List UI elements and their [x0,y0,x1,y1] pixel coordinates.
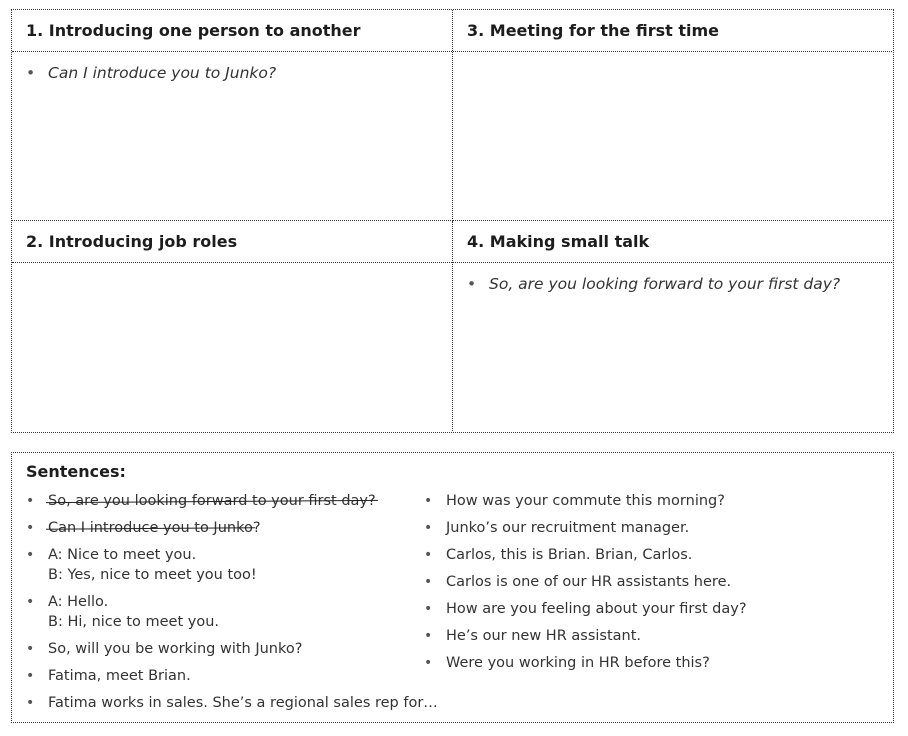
example-text: So, are you looking forward to your first day? [489,275,841,293]
section-heading: 1. Introducing one person to another [12,10,452,52]
bullet-icon: • [26,520,35,536]
sentence-item [26,518,424,538]
section-heading: 2. Introducing job roles [12,221,452,263]
sentences-right-column [424,491,844,720]
sentence-punctuation: ? [252,520,261,536]
section-job-roles [12,221,453,431]
bullet-icon: • [26,641,35,657]
sentence-text: So, will you be working with Junko? [48,641,303,657]
sentence-text: Carlos, this is Brian. Brian, Carlos. [446,547,693,563]
sentence-item [424,491,844,511]
bullet-icon: • [26,64,36,82]
sentence-item [424,518,844,538]
sentence-text: How are you feeling about your first day? [446,601,747,617]
dialogue-line-b: B: Hi, nice to meet you. [48,614,219,630]
bullet-icon: • [424,601,433,617]
bullet-icon: • [424,574,433,590]
sentence-item [424,626,844,646]
bullet-icon: • [424,655,433,671]
dialogue-line-a: A: Nice to meet you. [48,547,197,563]
bullet-icon: • [26,695,35,711]
sentences-box [11,452,894,723]
dialogue-line-b: B: Yes, nice to meet you too! [48,567,257,583]
section-small-talk [453,221,892,431]
sentence-text: Were you working in HR before this? [446,655,710,671]
sentence-item [424,599,844,619]
example-text: Can I introduce you to Junko? [48,64,277,82]
bullet-icon: • [424,520,433,536]
bullet-icon: • [26,547,35,563]
section-meeting-first-time [453,10,892,221]
sentences-title: Sentences: [26,462,126,481]
section-heading: 3. Meeting for the first time [453,10,892,52]
section-introducing-people [12,10,453,221]
dialogue-line-a: A: Hello. [48,594,109,610]
bullet-icon: • [26,594,35,610]
sentence-item [424,653,844,673]
sentence-text: Carlos is one of our HR assistants here. [446,574,732,590]
dialogue-item [26,545,424,585]
sentence-text: Fatima works in sales. She’s a regional sales rep for… [48,695,438,711]
sentence-text: How was your commute this morning? [446,493,725,509]
category-grid [11,9,894,433]
example-sentence [26,64,452,82]
sentence-item [26,639,424,659]
example-sentence [467,275,892,293]
crossed-out-sentence: So, are you looking forward to your first day? [48,493,376,509]
sentence-item [424,545,844,565]
crossed-out-sentence: Can I introduce you to Junko [48,520,253,536]
sentence-text: He’s our new HR assistant. [446,628,642,644]
sentence-text: Fatima, meet Brian. [48,668,191,684]
bullet-icon: • [424,547,433,563]
dialogue-item [26,592,424,632]
sentences-left-column [26,491,438,720]
section-heading: 4. Making small talk [453,221,892,263]
bullet-icon: • [424,628,433,644]
bullet-icon: • [26,668,35,684]
sentence-item [424,572,844,592]
bullet-icon: • [467,275,477,293]
sentence-item [26,693,438,713]
sentence-item [26,491,424,511]
sentence-item [26,666,424,686]
sentence-text: Junko’s our recruitment manager. [446,520,690,536]
bullet-icon: • [26,493,35,509]
bullet-icon: • [424,493,433,509]
